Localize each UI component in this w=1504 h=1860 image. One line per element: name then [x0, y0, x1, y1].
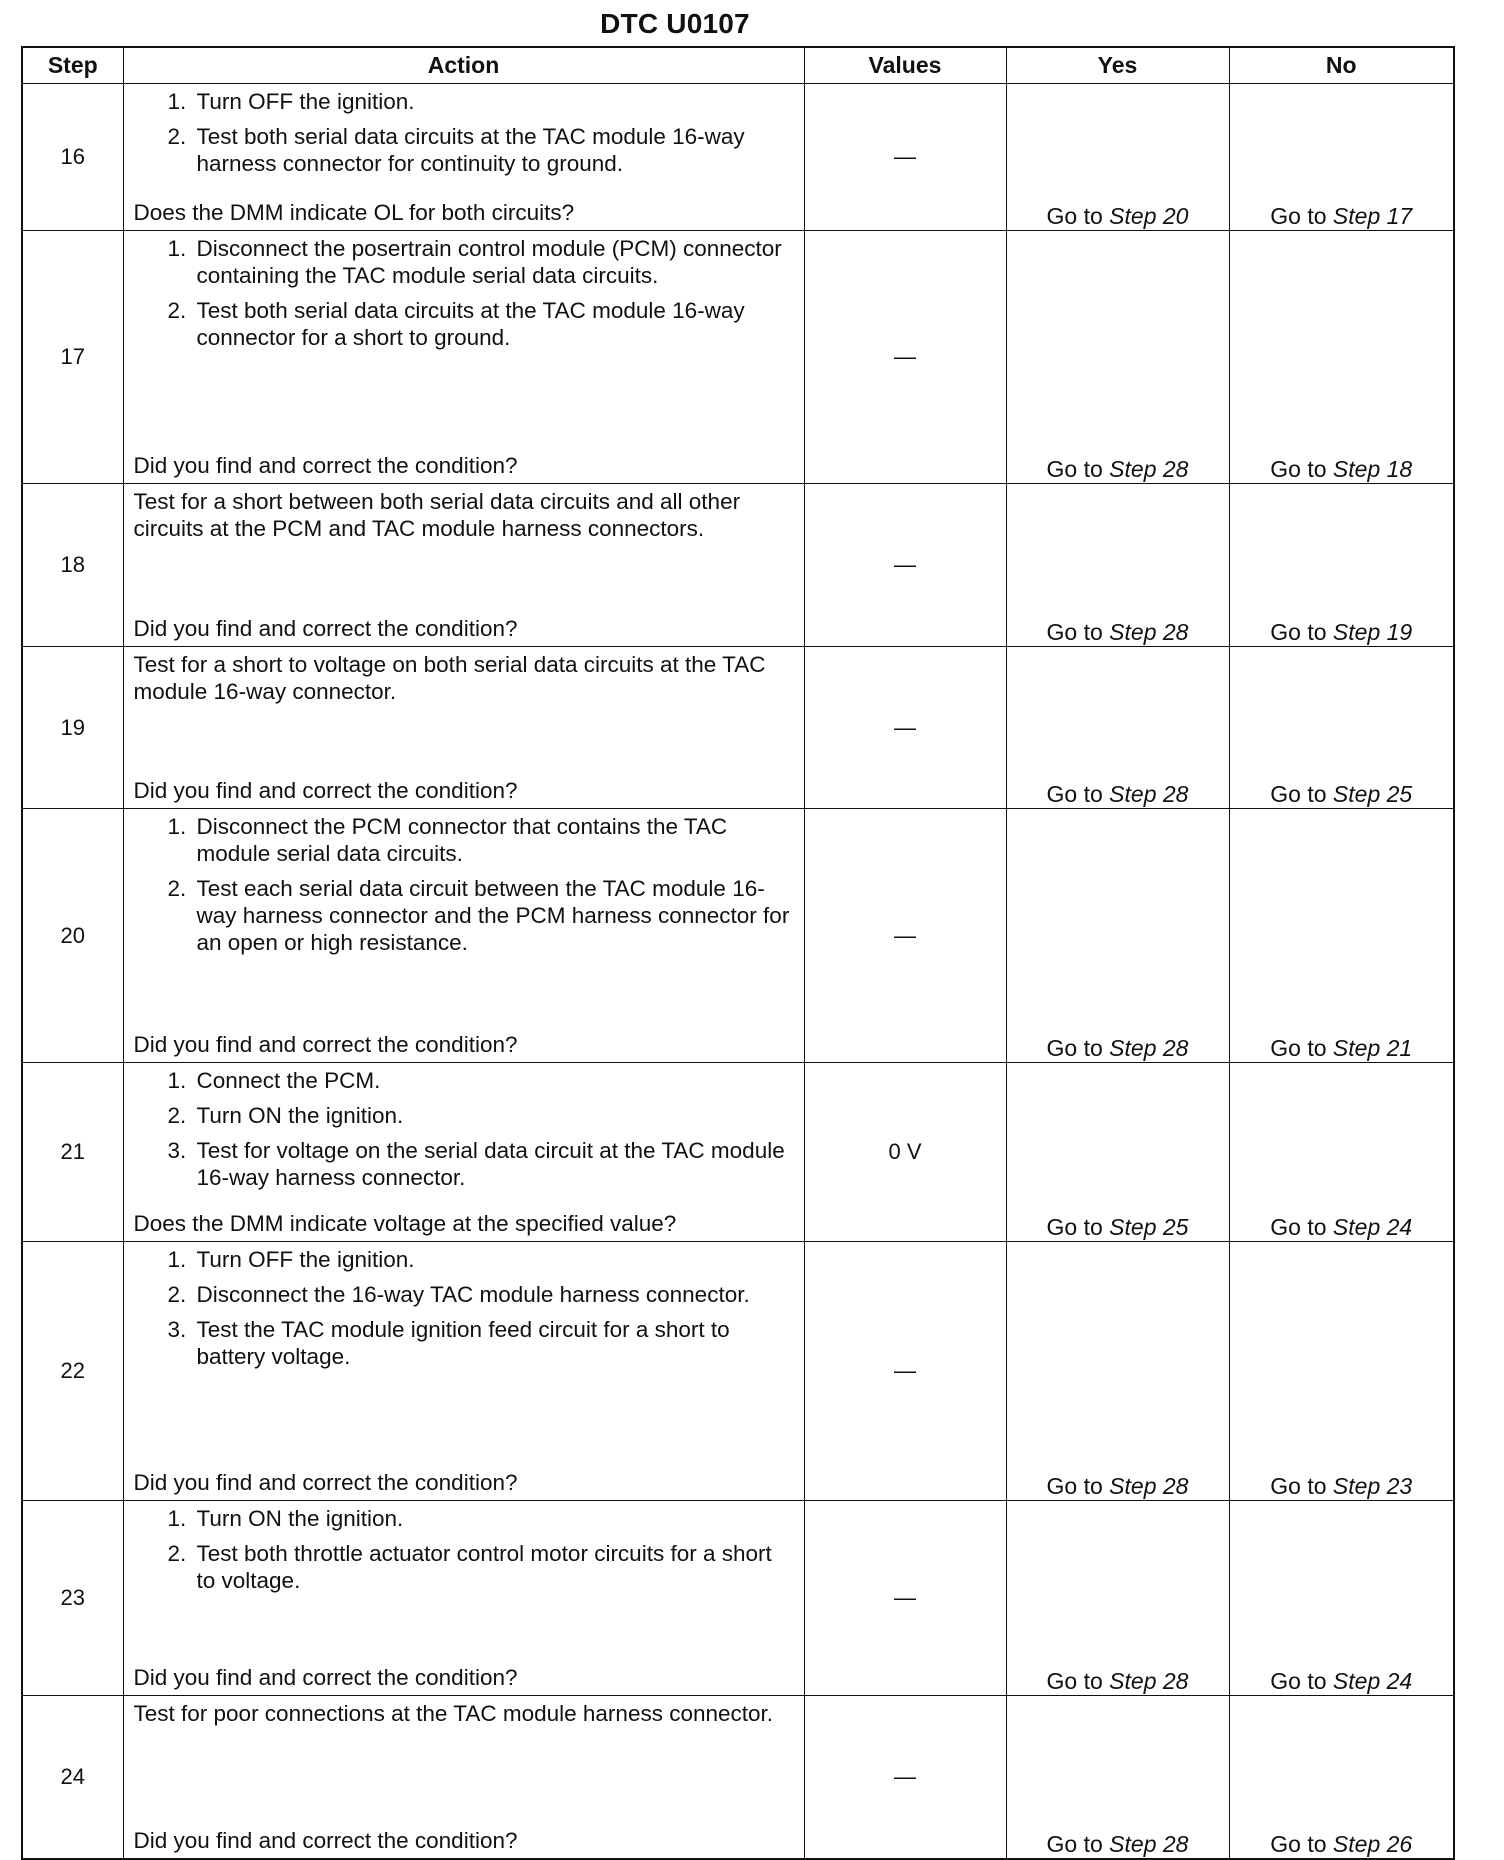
column-header-no: No [1229, 47, 1454, 84]
value-cell: — [804, 1242, 1006, 1501]
yes-goto [1006, 1696, 1229, 1860]
action-cell [123, 809, 804, 1063]
goto-prefix: Go to [1270, 203, 1327, 229]
goto-step-link [1333, 1035, 1412, 1061]
yes-goto [1006, 647, 1229, 809]
value-cell: — [804, 1696, 1006, 1860]
value-cell: — [804, 84, 1006, 231]
yes-goto [1006, 84, 1229, 231]
goto-prefix: Go to [1270, 619, 1327, 645]
goto-step-link [1333, 781, 1412, 807]
action-step-item: 2. Disconnect the 16-way TAC module harness connector. [193, 1281, 796, 1308]
goto-step-link [1333, 1473, 1412, 1499]
action-step-list [134, 1246, 796, 1370]
goto-step-number: 25 [1386, 781, 1413, 807]
goto-step-word: Step [1109, 456, 1157, 482]
table-row [22, 647, 1454, 809]
goto-step-link [1109, 619, 1188, 645]
yes-goto [1006, 1501, 1229, 1696]
value-cell: — [804, 647, 1006, 809]
goto-prefix: Go to [1046, 1473, 1103, 1499]
goto-step-number: 28 [1162, 1473, 1189, 1499]
goto-step-word: Step [1332, 781, 1381, 807]
action-question: Did you find and correct the condition? [133, 616, 518, 641]
goto-step-word: Step [1332, 619, 1381, 645]
action-cell [123, 1696, 804, 1860]
goto-prefix: Go to [1270, 1035, 1327, 1061]
goto-step-word: Step [1332, 1035, 1381, 1061]
action-question: Did you find and correct the condition? [133, 453, 518, 478]
goto-step-number: 26 [1386, 1831, 1413, 1857]
goto-step-word: Step [1332, 1831, 1381, 1857]
table-row [22, 809, 1454, 1063]
goto-step-word: Step [1332, 456, 1381, 482]
no-goto [1229, 84, 1454, 231]
table-header-row [22, 47, 1454, 84]
goto-prefix: Go to [1270, 1831, 1327, 1857]
goto-step-link [1109, 781, 1188, 807]
step-number: 22 [22, 1242, 123, 1501]
goto-step-word: Step [1109, 1668, 1157, 1694]
goto-step-number: 17 [1386, 203, 1413, 229]
column-header-action: Action [123, 47, 804, 84]
action-cell [123, 1242, 804, 1501]
no-goto [1229, 484, 1454, 647]
no-goto [1229, 1242, 1454, 1501]
step-number: 19 [22, 647, 123, 809]
action-step-item: 3. Test the TAC module ignition feed circuit for a short to battery voltage. [193, 1316, 796, 1370]
action-step-item: 1. Turn OFF the ignition. [193, 88, 796, 115]
action-cell [123, 1063, 804, 1242]
goto-step-number: 28 [1162, 456, 1189, 482]
goto-step-link [1109, 1831, 1188, 1857]
goto-step-link [1333, 456, 1412, 482]
goto-step-word: Step [1109, 1035, 1157, 1061]
action-question: Did you find and correct the condition? [133, 1470, 518, 1495]
action-question: Did you find and correct the condition? [133, 1828, 518, 1853]
action-step-item: 2. Test both serial data circuits at the TAC module 16-way connector for a short to ground. [193, 297, 796, 351]
action-step-item: 1. Disconnect the PCM connector that contains the TAC module serial data circuits. [193, 813, 796, 867]
action-step-list [134, 1067, 796, 1191]
goto-step-link [1109, 1214, 1188, 1240]
action-step-item: 2. Test both throttle actuator control motor circuits for a short to voltage. [193, 1540, 796, 1594]
goto-prefix: Go to [1270, 1214, 1327, 1240]
action-cell [123, 484, 804, 647]
value-cell: — [804, 484, 1006, 647]
step-number: 16 [22, 84, 123, 231]
table-row [22, 84, 1454, 231]
goto-step-word: Step [1109, 619, 1157, 645]
goto-step-number: 24 [1386, 1668, 1413, 1694]
goto-step-link [1109, 1035, 1188, 1061]
goto-step-word: Step [1109, 1831, 1157, 1857]
yes-goto [1006, 484, 1229, 647]
value-cell: — [804, 1501, 1006, 1696]
action-step-item: 1. Disconnect the posertrain control module (PCM) connector containing the TAC module serial data circuits. [193, 235, 796, 289]
action-step-item: 2. Turn ON the ignition. [193, 1102, 796, 1129]
no-goto [1229, 1696, 1454, 1860]
step-number: 17 [22, 231, 123, 484]
goto-prefix: Go to [1270, 456, 1327, 482]
no-goto [1229, 231, 1454, 484]
no-goto [1229, 1063, 1454, 1242]
action-text: Test for a short between both serial data circuits and all other circuits at the PCM and TAC module harness connectors. [133, 489, 741, 541]
table-row [22, 1242, 1454, 1501]
table-row [22, 1696, 1454, 1860]
goto-step-number: 21 [1386, 1035, 1413, 1061]
action-step-list [134, 235, 796, 351]
value-cell: — [804, 809, 1006, 1063]
goto-step-number: 28 [1162, 1831, 1189, 1857]
goto-prefix: Go to [1046, 1831, 1103, 1857]
action-step-item: 1. Turn OFF the ignition. [193, 1246, 796, 1273]
step-number: 23 [22, 1501, 123, 1696]
goto-step-link [1333, 1668, 1412, 1694]
action-step-item: 1. Turn ON the ignition. [193, 1505, 796, 1532]
goto-step-link [1109, 203, 1188, 229]
action-question: Did you find and correct the condition? [133, 1032, 518, 1057]
goto-prefix: Go to [1046, 781, 1103, 807]
yes-goto [1006, 1242, 1229, 1501]
step-number: 24 [22, 1696, 123, 1860]
action-text: Test for a short to voltage on both serial data circuits at the TAC module 16-way connector. [133, 652, 766, 704]
value-cell: — [804, 231, 1006, 484]
action-step-item: 1. Connect the PCM. [193, 1067, 796, 1094]
goto-prefix: Go to [1046, 203, 1103, 229]
goto-step-link [1333, 619, 1412, 645]
goto-step-link [1109, 1668, 1188, 1694]
table-row [22, 484, 1454, 647]
goto-step-word: Step [1332, 1473, 1381, 1499]
goto-step-number: 20 [1162, 203, 1189, 229]
goto-step-word: Step [1109, 203, 1157, 229]
action-step-list [134, 813, 796, 956]
action-cell [123, 84, 804, 231]
action-step-list [134, 1505, 796, 1594]
goto-step-number: 25 [1162, 1214, 1189, 1240]
goto-prefix: Go to [1046, 1214, 1103, 1240]
step-number: 20 [22, 809, 123, 1063]
goto-prefix: Go to [1270, 1473, 1327, 1499]
no-goto [1229, 809, 1454, 1063]
goto-step-word: Step [1109, 1473, 1157, 1499]
yes-goto [1006, 809, 1229, 1063]
goto-step-link [1333, 1831, 1412, 1857]
table-row [22, 1063, 1454, 1242]
yes-goto [1006, 1063, 1229, 1242]
column-header-yes: Yes [1006, 47, 1229, 84]
table-row [22, 1501, 1454, 1696]
action-cell [123, 231, 804, 484]
goto-step-word: Step [1332, 1668, 1381, 1694]
goto-step-number: 24 [1386, 1214, 1413, 1240]
action-question: Did you find and correct the condition? [133, 1665, 518, 1690]
table-row [22, 231, 1454, 484]
action-question: Did you find and correct the condition? [133, 778, 518, 803]
goto-step-word: Step [1109, 1214, 1157, 1240]
goto-prefix: Go to [1270, 1668, 1327, 1694]
page-title: DTC U0107 [600, 8, 750, 39]
goto-step-word: Step [1332, 1214, 1381, 1240]
no-goto [1229, 647, 1454, 809]
action-step-list [134, 88, 796, 177]
action-step-item: 2. Test both serial data circuits at the TAC module 16-way harness connector for continuity to ground. [193, 123, 796, 177]
goto-step-number: 28 [1162, 781, 1189, 807]
goto-step-link [1333, 203, 1412, 229]
column-header-values: Values [804, 47, 1006, 84]
goto-prefix: Go to [1046, 456, 1103, 482]
goto-step-number: 28 [1162, 1035, 1189, 1061]
step-number: 18 [22, 484, 123, 647]
goto-prefix: Go to [1046, 619, 1103, 645]
action-text: Test for poor connections at the TAC module harness connector. [133, 1701, 774, 1726]
goto-step-number: 19 [1386, 619, 1413, 645]
goto-step-link [1109, 1473, 1188, 1499]
goto-prefix: Go to [1046, 1668, 1103, 1694]
value-cell: 0 V [804, 1063, 1006, 1242]
goto-step-word: Step [1332, 203, 1381, 229]
action-question: Does the DMM indicate OL for both circuits? [133, 200, 575, 225]
column-header-step: Step [22, 47, 123, 84]
goto-step-number: 28 [1162, 619, 1189, 645]
action-cell [123, 1501, 804, 1696]
dtc-table [21, 46, 1455, 1860]
goto-step-number: 18 [1386, 456, 1413, 482]
goto-step-number: 28 [1162, 1668, 1189, 1694]
step-number: 21 [22, 1063, 123, 1242]
goto-prefix: Go to [1270, 781, 1327, 807]
action-question: Does the DMM indicate voltage at the specified value? [133, 1211, 677, 1236]
action-step-item: 2. Test each serial data circuit between the TAC module 16-way harness connector and the PCM harness connector for an open or high resistance. [193, 875, 796, 956]
goto-step-link [1333, 1214, 1412, 1240]
goto-step-number: 23 [1386, 1473, 1413, 1499]
action-step-item: 3. Test for voltage on the serial data circuit at the TAC module 16-way harness connector. [193, 1137, 796, 1191]
goto-step-link [1109, 456, 1188, 482]
goto-prefix: Go to [1046, 1035, 1103, 1061]
yes-goto [1006, 231, 1229, 484]
action-cell [123, 647, 804, 809]
no-goto [1229, 1501, 1454, 1696]
goto-step-word: Step [1109, 781, 1157, 807]
